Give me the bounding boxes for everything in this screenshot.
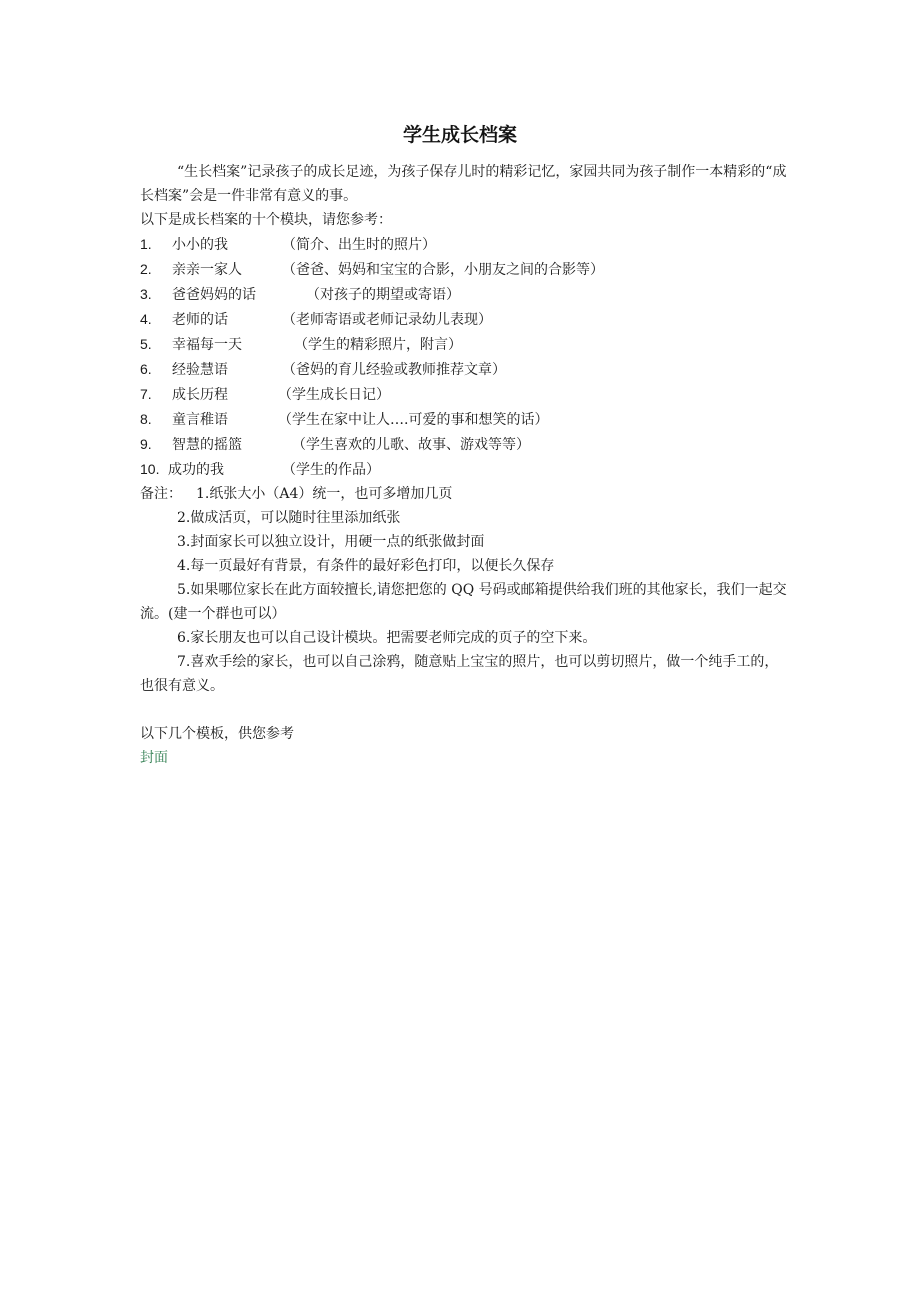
list-item xyxy=(140,382,790,407)
module-description: （学生在家中让人….可爱的事和想笑的话） xyxy=(278,412,549,428)
module-description: （老师寄语或老师记录幼儿表现） xyxy=(282,312,492,328)
list-item xyxy=(140,407,790,432)
list-item xyxy=(140,357,790,382)
intro-paragraph: “生长档案”记录孩子的成长足迹，为孩子保存儿时的精彩记忆，家园共同为孩子制作一本精彩的“成长档案”会是一件非常有意义的事。 xyxy=(140,164,787,204)
module-description: （学生的作品） xyxy=(282,462,380,478)
modules-intro: 以下是成长档案的十个模块，请您参考： xyxy=(140,212,392,228)
module-description: （爸爸、妈妈和宝宝的合影，小朋友之间的合影等） xyxy=(282,262,604,278)
module-name: 成长历程 xyxy=(172,387,228,403)
module-description: （学生喜欢的儿歌、故事、游戏等等） xyxy=(292,437,530,453)
note-item: 3.封面家长可以独立设计，用硬一点的纸张做封面 xyxy=(177,534,485,550)
note-item: 4.每一页最好有背景，有条件的最好彩色打印，以便长久保存 xyxy=(177,558,555,574)
module-name: 成功的我 xyxy=(168,462,224,478)
module-number: 4. xyxy=(140,311,152,327)
note-item: 6.家长朋友也可以自己设计模块。把需要老师完成的页子的空下来。 xyxy=(177,630,597,646)
list-item xyxy=(140,282,790,307)
list-item xyxy=(140,257,790,282)
module-number: 5. xyxy=(140,336,152,352)
module-number: 1. xyxy=(140,236,152,252)
list-item xyxy=(140,457,790,482)
module-name: 亲亲一家人 xyxy=(172,262,242,278)
module-number: 10. xyxy=(140,461,160,477)
module-number: 3. xyxy=(140,286,152,302)
module-description: （简介、出生时的照片） xyxy=(282,237,436,253)
list-item xyxy=(140,232,790,257)
module-description: （学生成长日记） xyxy=(278,387,390,403)
note-item: 7.喜欢手绘的家长，也可以自己涂鸦，随意贴上宝宝的照片，也可以剪切照片，做一个纯手工的，也很有意义。 xyxy=(140,654,779,694)
module-name: 幸福每一天 xyxy=(172,337,242,353)
list-item xyxy=(140,332,790,357)
module-name: 小小的我 xyxy=(172,237,228,253)
module-name: 老师的话 xyxy=(172,312,228,328)
document-title: 学生成长档案 xyxy=(402,124,517,146)
list-item xyxy=(140,432,790,457)
modules-list xyxy=(140,232,790,482)
notes-label: 备注： xyxy=(140,486,182,502)
module-number: 8. xyxy=(140,411,152,427)
module-name: 爸爸妈妈的话 xyxy=(172,287,256,303)
module-description: （对孩子的期望或寄语） xyxy=(306,287,460,303)
module-number: 6. xyxy=(140,361,152,377)
module-name: 智慧的摇篮 xyxy=(172,437,242,453)
note-first-line xyxy=(140,482,790,506)
module-number: 9. xyxy=(140,436,152,452)
module-number: 7. xyxy=(140,386,152,402)
cover-label: 封面 xyxy=(140,750,168,766)
notes-section xyxy=(140,482,790,698)
list-item xyxy=(140,307,790,332)
module-description: （爸妈的育儿经验或教师推荐文章） xyxy=(282,362,506,378)
module-name: 经验慧语 xyxy=(172,362,228,378)
module-description: （学生的精彩照片，附言） xyxy=(294,337,462,353)
module-number: 2. xyxy=(140,261,152,277)
note-item: 2.做成活页，可以随时往里添加纸张 xyxy=(177,510,401,526)
module-name: 童言稚语 xyxy=(172,412,228,428)
templates-intro: 以下几个模板，供您参考 xyxy=(140,726,294,742)
note-item: 1.纸张大小（A4）统一，也可多增加几页 xyxy=(196,486,453,502)
document-body xyxy=(140,160,790,770)
blank-line xyxy=(140,698,790,722)
note-item: 5.如果哪位家长在此方面较擅长,请您把您的 QQ 号码或邮箱提供给我们班的其他家长，我们一起交流。(建一个群也可以） xyxy=(140,582,787,622)
